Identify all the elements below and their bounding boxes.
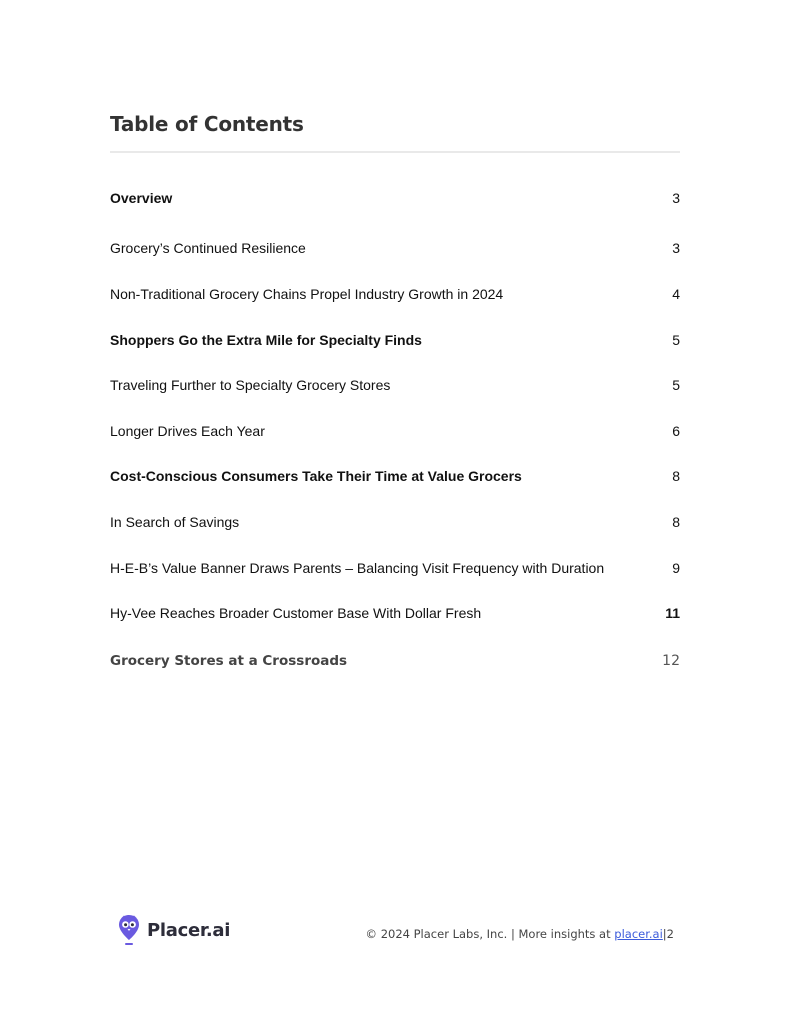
toc-entry-page: 5 [672, 377, 680, 393]
toc-entry-page: 11 [665, 605, 680, 621]
footer-separator: | [662, 927, 667, 941]
toc-entry-label: Traveling Further to Specialty Grocery Stores [110, 377, 391, 393]
toc-entry-cost-conscious[interactable] [110, 466, 680, 486]
toc-entry-hy-vee[interactable] [110, 603, 680, 623]
toc-entry-label: Grocery’s Continued Resilience [110, 240, 306, 256]
page-title: Table of Contents [110, 112, 304, 136]
toc-entry-page: 6 [672, 423, 680, 439]
brand-name: Placer.ai [147, 919, 231, 941]
toc-entry-page: 9 [672, 560, 680, 576]
toc-entry-search-savings[interactable] [110, 512, 680, 532]
toc-entry-label: Non-Traditional Grocery Chains Propel Industry Growth in 2024 [110, 286, 504, 302]
toc-entry-page: 3 [672, 190, 680, 206]
toc-entry-crossroads[interactable] [110, 651, 680, 671]
toc-entry-label: Grocery Stores at a Crossroads [110, 653, 348, 669]
toc-entry-page: 4 [672, 286, 680, 302]
page-number: 2 [666, 927, 674, 941]
copyright-text: © 2024 Placer Labs, Inc. | More insights at [365, 927, 615, 941]
toc-entry-label: Longer Drives Each Year [110, 423, 265, 439]
toc-entry-page: 8 [672, 468, 680, 484]
placer-link[interactable]: placer.ai [614, 927, 663, 941]
toc-entry-longer-drives[interactable] [110, 421, 680, 441]
toc-entry-grocery-resilience[interactable] [110, 238, 680, 258]
toc-entry-label: Shoppers Go the Extra Mile for Specialty Finds [110, 332, 422, 348]
placer-logo [118, 913, 230, 947]
toc-entry-page: 3 [672, 240, 680, 256]
toc-entry-label: Overview [110, 190, 173, 206]
toc-entry-overview[interactable] [110, 188, 680, 208]
placer-owl-pin-icon [118, 914, 140, 946]
toc-entry-label: Cost-Conscious Consumers Take Their Time at Value Grocers [110, 468, 522, 484]
toc-entry-heb-value-banner[interactable] [110, 558, 680, 578]
toc-entry-page: 8 [672, 514, 680, 530]
footer-copyright [366, 927, 674, 941]
toc-entry-label: H-E-B’s Value Banner Draws Parents – Balancing Visit Frequency with Duration [110, 560, 605, 576]
toc-entry-specialty-finds[interactable] [110, 330, 680, 350]
toc-entry-page: 12 [662, 653, 680, 669]
toc-entry-label: Hy-Vee Reaches Broader Customer Base With Dollar Fresh [110, 605, 482, 621]
toc-entry-page: 5 [672, 332, 680, 348]
toc-entry-label: In Search of Savings [110, 514, 240, 530]
title-divider [110, 151, 680, 153]
toc-entry-traveling-further[interactable] [110, 375, 680, 395]
toc-entry-non-traditional-chains[interactable] [110, 284, 680, 304]
